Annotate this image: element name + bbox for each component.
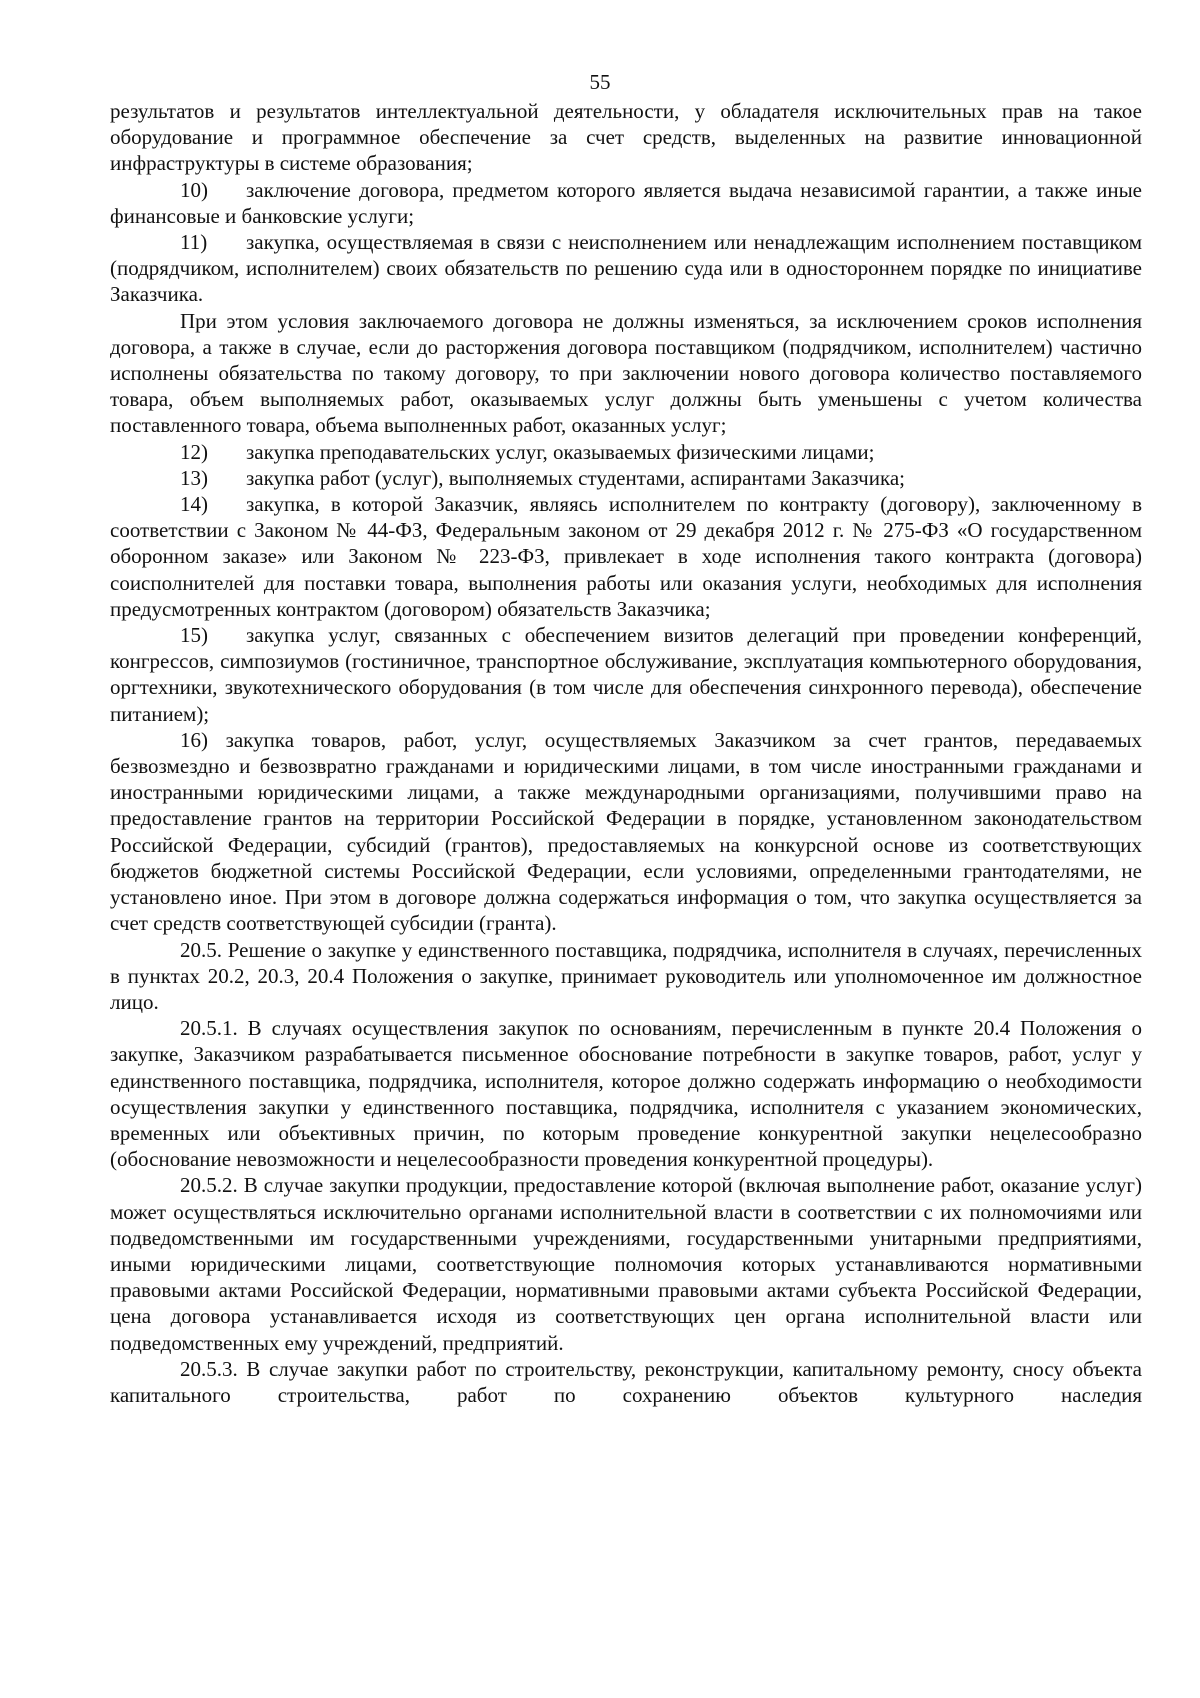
list-item-10 — [110, 177, 1142, 229]
list-item-number: 12) — [180, 439, 208, 464]
list-item-text: заключение договора, предметом которого является выдача независимой гарантии, а также иные финансовые и банковские услуги; — [110, 177, 1142, 228]
paragraph-conditions — [110, 308, 1142, 439]
list-item-text: закупка, в которой Заказчик, являясь исполнителем по контракту (договору), заключенному в соответствии с Законом № 44-ФЗ, Федеральным законом от 29 декабря 2012 г. № 275-ФЗ «О государственном оборонном заказе» или Законом № 223-ФЗ, привлекает в ходе исполнения такого контракта (договора) соисполнителей для поставки товара, выполнения работы или оказания услуги, необходимых для исполнения предусмотренных контрактом (договором) обязательств Заказчика; — [110, 492, 1142, 621]
section-20-5 — [110, 937, 1142, 1016]
paragraph-text: 20.5.1. В случаях осуществления закупок по основаниям, перечисленным в пункте 20.4 Положения о закупке, Заказчиком разрабатывается письменное обоснование потребности в закупке товаров, работ, услуг у единственного поставщика, подрядчика, исполнителя, которое должно содержать информацию о необходимости осуществления закупки у единственного поставщика, подрядчика, исполнителя с указанием экономических, временных или объективных причин, по которым проведение конкурентной закупки нецелесообразно (обоснование невозможности и нецелесообразности проведения конкурентной процедуры). — [110, 1016, 1142, 1172]
paragraph-text: 20.5.2. В случае закупки продукции, предоставление которой (включая выполнение работ, оказание услуг) может осуществляться исключительно органами исполнительной власти в соответствии с их полномочиями или подведомственными им государственными учреждениями, государственными унитарными предприятиями, иными юридическими лицами, соответствующие полномочия которых устанавливаются нормативными правовыми актами Российской Федерации, нормативными правовыми актами субъекта Российской Федерации, цена договора устанавливается исходя из соответствующих цен органа исполнительной власти или подведомственных ему учреждений, предприятий. — [110, 1173, 1142, 1355]
list-item-text: закупка, осуществляемая в связи с неисполнением или ненадлежащим исполнением поставщиком (подрядчиком, исполнителем) своих обязательств по решению суда или в одностороннем порядке по инициативе Заказчика. — [110, 230, 1142, 307]
list-item-text: 16) закупка товаров, работ, услуг, осуществляемых Заказчиком за счет грантов, передаваемых безвозмездно и безвозвратно гражданами и юридическими лицами, в том числе иностранными гражданами и иностранными юридическими лицами, а также международными организациями, получившими право на предоставление грантов на территории Российской Федерации в порядке, установленном законодательством Российской Федерации, субсидий (грантов), предоставляемых на конкурсной основе из соответствующих бюджетов бюджетной системы Российской Федерации, если условиями, определенными грантодателями, не установлено иное. При этом в договоре должна содержаться информация о том, что закупка осуществляется за счет средств соответствующей субсидии (гранта). — [110, 727, 1142, 936]
paragraph-text: 20.5. Решение о закупке у единственного поставщика, подрядчика, исполнителя в случаях, перечисленных в пунктах 20.2, 20.3, 20.4 Положения о закупке, принимает руководитель или уполномоченное им должностное лицо. — [110, 937, 1142, 1014]
list-item-12 — [110, 439, 1142, 465]
list-item-number: 13) — [180, 465, 208, 490]
list-item-11 — [110, 229, 1142, 308]
paragraph-continuation — [110, 98, 1142, 177]
section-20-5-3 — [110, 1356, 1142, 1408]
document-body — [110, 98, 1142, 1408]
page-number: 55 — [589, 70, 611, 94]
list-item-text: закупка услуг, связанных с обеспечением визитов делегаций при проведении конференций, конгрессов, симпозиумов (гостиничное, транспортное обслуживание, эксплуатация компьютерного оборудования, оргтехники, звукотехнического оборудования (в том числе для обеспечения синхронного перевода), обеспечение питанием); — [110, 623, 1142, 726]
list-item-13 — [110, 465, 1142, 491]
list-item-number: 15) — [180, 623, 208, 648]
list-item-15 — [110, 622, 1142, 727]
list-item-number: 11) — [180, 230, 208, 255]
paragraph-text: 20.5.3. В случае закупки работ по строительству, реконструкции, капитальному ремонту, сносу объекта капитального строительства, работ по сохранению объектов культурного наследия — [110, 1356, 1142, 1407]
section-20-5-2 — [110, 1172, 1142, 1355]
list-item-text: закупка работ (услуг), выполняемых студентами, аспирантами Заказчика; — [246, 465, 905, 490]
list-item-14 — [110, 491, 1142, 622]
paragraph-text: результатов и результатов интеллектуальной деятельности, у обладателя исключительных прав на такое оборудование и программное обеспечение за счет средств, выделенных на развитие инновационной инфраструктуры в системе образования; — [110, 99, 1142, 176]
list-item-number: 10) — [180, 177, 208, 202]
list-item-number: 14) — [180, 492, 208, 517]
list-item-text: закупка преподавательских услуг, оказываемых физическими лицами; — [246, 439, 875, 464]
list-item-16 — [110, 727, 1142, 937]
paragraph-text: При этом условия заключаемого договора не должны изменяться, за исключением сроков исполнения договора, а также в случае, если до расторжения договора поставщиком (подрядчиком, исполнителем) частично исполнены обязательства по такому договору, то при заключении нового договора количество поставляемого товара, объем выполняемых работ, оказываемых услуг должны быть уменьшены с учетом количества поставленного товара, объема выполненных работ, оказанных услуг; — [110, 308, 1142, 438]
section-20-5-1 — [110, 1015, 1142, 1172]
